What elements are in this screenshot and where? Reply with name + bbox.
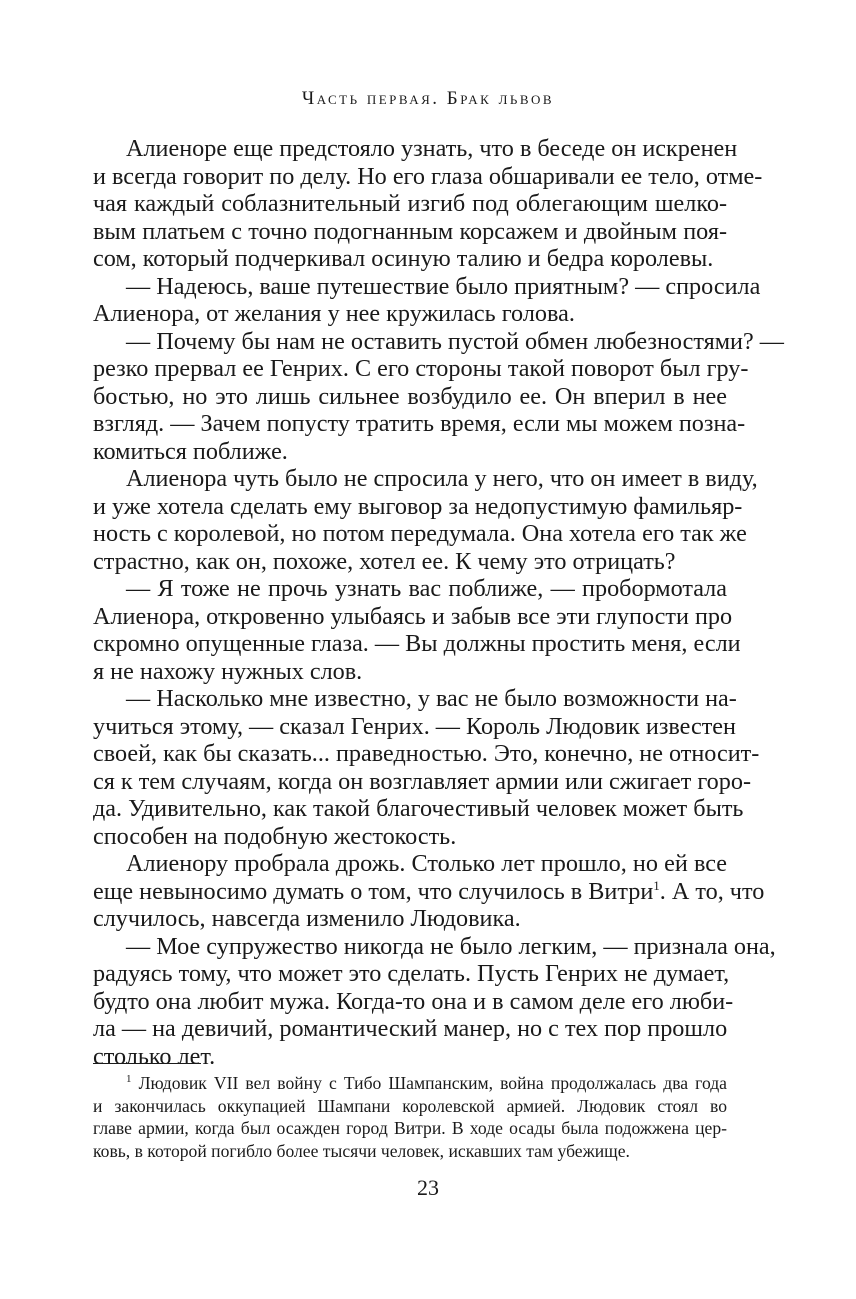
text-line	[93, 1043, 727, 1071]
text-line	[93, 685, 737, 713]
footnote	[93, 1072, 727, 1162]
text-line	[93, 355, 749, 383]
text-line	[93, 272, 761, 301]
text-line	[93, 492, 743, 521]
line-text: да. Удивительно, как такой благочестивый человек может быть	[93, 795, 744, 822]
line-text: ность с королевой, но потом передумала. Она хотела его так же	[93, 520, 747, 547]
line-text: и закончилась оккупацией Шампани королевской армией. Людовик стоял во	[93, 1095, 727, 1116]
line-text: я не нахожу нужных слов.	[93, 657, 363, 685]
text-line	[93, 135, 738, 163]
text-line	[93, 932, 776, 961]
text-line	[93, 658, 727, 686]
text-line	[93, 410, 746, 438]
text-line	[93, 575, 727, 603]
line-text: сом, который подчеркивал осиную талию и бедра королевы.	[93, 245, 714, 272]
line-text: Алиенора, от желания у нее кружилась голова.	[93, 300, 575, 327]
text-line	[93, 1117, 727, 1140]
line-text-continued: . А то, что	[659, 877, 765, 905]
text-line	[93, 1015, 727, 1043]
line-text: случилось, навсегда изменило Людовика.	[93, 905, 521, 932]
line-text: Алиеноре еще предстояло узнать, что в беседе он искренен	[126, 135, 738, 162]
line-text: способен на подобную жестокость.	[93, 822, 457, 850]
text-line	[93, 1140, 727, 1163]
line-text: Алиенора, откровенно улыбаясь и забыв все эти глупости про	[93, 602, 733, 630]
text-line	[93, 327, 784, 356]
text-line	[93, 1095, 727, 1118]
line-text: вым платьем с точно подогнанным корсажем и двойным поя-	[93, 217, 727, 245]
line-text: будто она любит мужа. Когда-то она и в самом деле его люби-	[93, 987, 734, 1015]
page-number: 23	[417, 1175, 439, 1200]
text-line	[93, 877, 765, 906]
line-text: — Мое супружество никогда не было легким, — признала она,	[126, 932, 776, 960]
text-line	[93, 823, 727, 851]
text-line	[93, 438, 727, 466]
text-line	[93, 162, 763, 191]
line-text: ла — на девичий, романтический манер, но с тех пор прошло	[93, 1015, 728, 1042]
text-line	[93, 245, 727, 273]
footnote-rule	[93, 1063, 201, 1064]
line-text: еще невыносимо думать о том, что случилось в Витри	[93, 877, 654, 905]
line-text: — Почему бы нам не оставить пустой обмен любезностями? —	[126, 327, 784, 355]
line-text: Алиенора чуть было не спросила у него, что он имеет в виду,	[126, 465, 758, 492]
footnote-reference: 1	[653, 877, 660, 893]
text-line	[93, 850, 727, 878]
running-head-text: Часть первая. Брак львов	[301, 88, 555, 109]
line-text: учиться этому, — сказал Генрих. — Король Людовик известен	[93, 712, 736, 740]
line-text: и уже хотела сделать ему выговор за недопустимую фамильяр-	[93, 492, 743, 520]
text-line	[93, 740, 760, 768]
text-line	[93, 548, 727, 576]
line-text: комиться поближе.	[93, 437, 288, 465]
text-line	[93, 905, 727, 933]
line-text: — Я тоже не прочь узнать вас поближе, — пробормотала	[126, 575, 727, 602]
text-line	[93, 190, 727, 218]
text-line	[93, 300, 727, 328]
line-text: страстно, как он, похоже, хотел ее. К чему это отрицать?	[93, 547, 676, 575]
line-text: — Насколько мне известно, у вас не было возможности на-	[126, 685, 737, 712]
line-text: — Надеюсь, ваше путешествие было приятным? — спросила	[126, 272, 761, 300]
line-text: бостью, но это лишь сильнее возбудило ее. Он вперил в нее	[93, 382, 727, 410]
running-head	[0, 88, 856, 110]
line-text: Алиенору пробрала дрожь. Столько лет прошло, но ей все	[126, 850, 727, 877]
line-text: своей, как бы сказать... праведностью. Это, конечно, не относит-	[93, 740, 760, 767]
text-line	[93, 987, 734, 1016]
text-line	[93, 1072, 727, 1095]
text-line	[93, 960, 730, 988]
text-line	[93, 795, 744, 823]
text-line	[93, 712, 736, 741]
text-line	[93, 218, 727, 246]
text-line	[93, 465, 758, 493]
line-text: ся к тем случаям, когда он возглавляет армии или сжигает горо-	[93, 767, 752, 795]
line-text: ковь, в которой погибло более тысячи человек, искавших там убежище.	[93, 1140, 630, 1161]
line-text: резко прервал ее Генрих. С его стороны такой поворот был гру-	[93, 355, 749, 382]
line-text: главе армии, когда был осажден город Витри. В ходе осады была подожжена цер-	[93, 1118, 727, 1138]
footnote-marker: 1	[126, 1073, 132, 1086]
line-text: взгляд. — Зачем попусту тратить время, если мы можем позна-	[93, 410, 746, 437]
line-text: чая каждый соблазнительный изгиб под облегающим шелко-	[93, 190, 727, 217]
text-line	[93, 602, 733, 631]
line-text: и всегда говорит по делу. Но его глаза обшаривали ее тело, отме-	[93, 162, 763, 190]
line-text: скромно опущенные глаза. — Вы должны простить меня, если	[93, 630, 741, 657]
body-text	[93, 135, 784, 1070]
text-line	[93, 383, 727, 411]
text-line	[93, 630, 741, 658]
text-line	[93, 520, 747, 548]
line-text: столько лет.	[93, 1042, 216, 1070]
line-text: радуясь тому, что может это сделать. Пусть Генрих не думает,	[93, 960, 730, 987]
text-line	[93, 767, 752, 796]
line-text: Людовик VII вел войну с Тибо Шампанским, война продолжалась два года	[138, 1073, 727, 1093]
